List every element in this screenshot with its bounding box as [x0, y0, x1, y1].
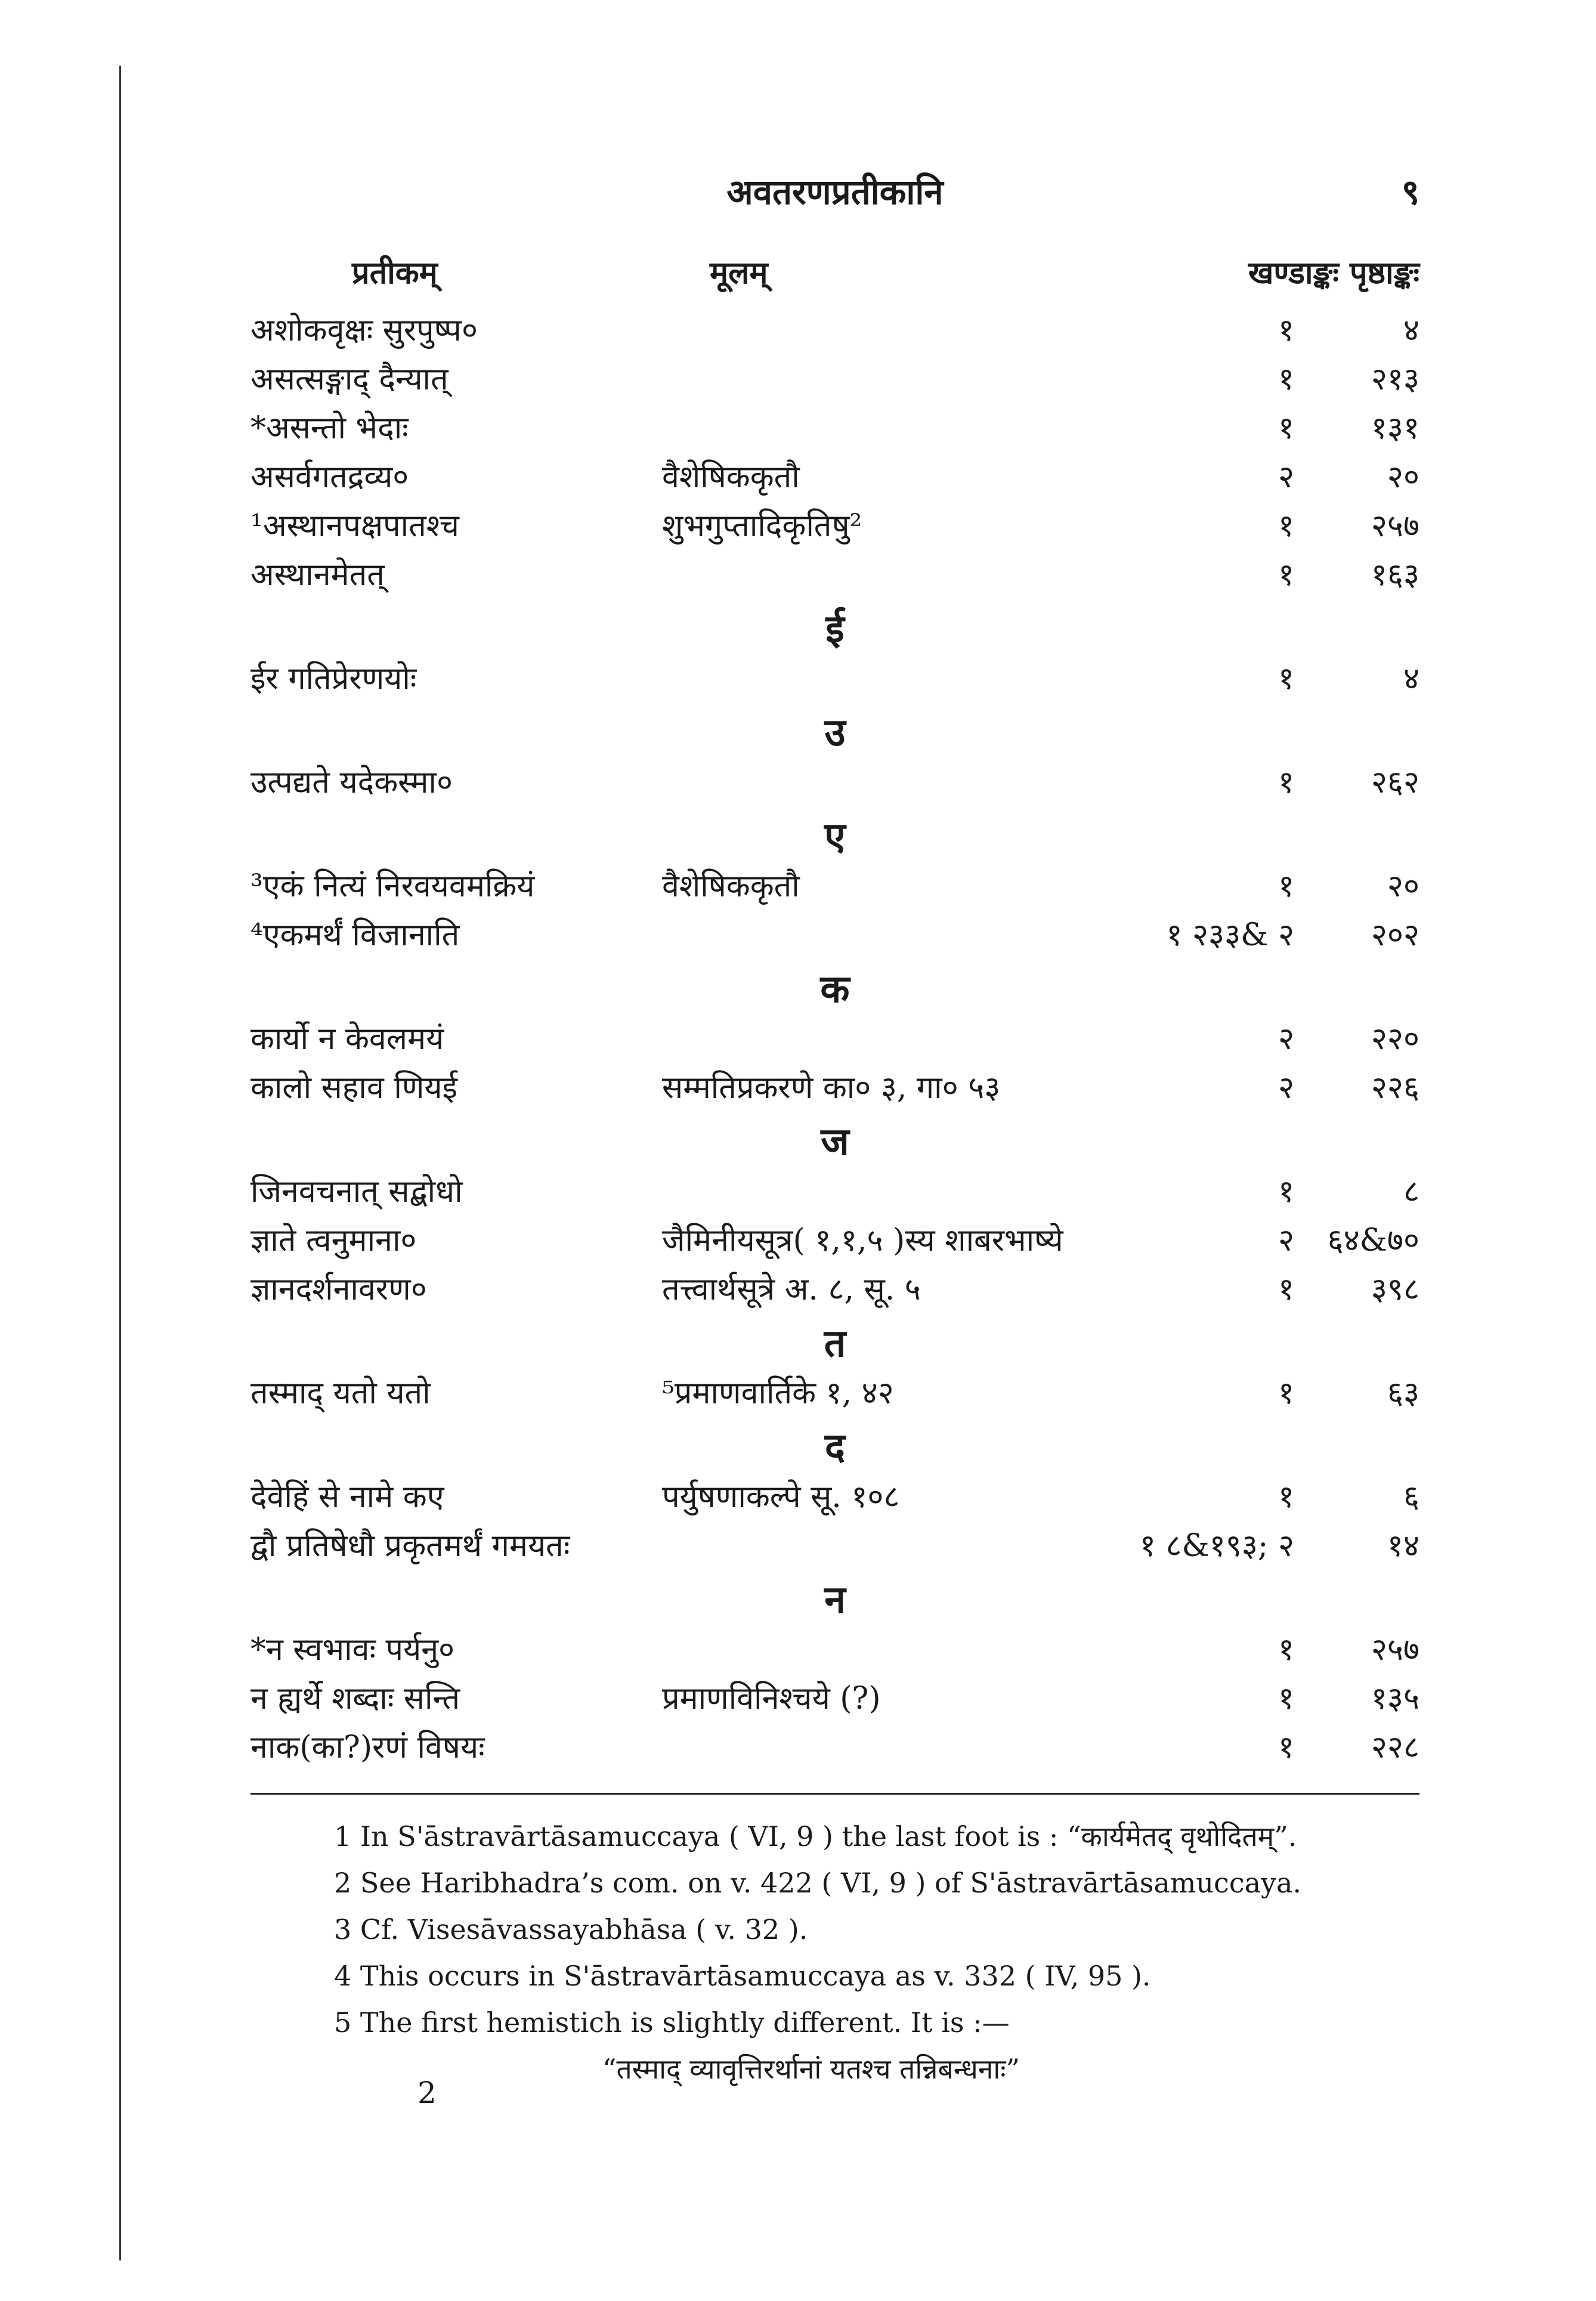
khanda-cell: १	[1278, 1632, 1294, 1668]
pratikam-cell: कार्यो न केवलमयं	[250, 1021, 444, 1057]
pratikam-cell: *असन्तो भेदाः	[250, 410, 409, 446]
mulam-cell: प्रमाणविनिश्चये (?)	[662, 1681, 881, 1717]
page-title: अवतरणप्रतीकानि	[726, 172, 944, 212]
pratikam-cell: असत्सङ्गाद् दैन्यात्	[250, 361, 449, 397]
letter-heading: ज	[821, 1119, 849, 1164]
table-row	[250, 859, 1419, 908]
page-cell: २१३	[1371, 361, 1419, 397]
citation-index-table	[250, 303, 1419, 1769]
pratikam-cell: ज्ञानदर्शनावरण०	[250, 1272, 427, 1307]
table-row	[250, 755, 1419, 804]
pratikam-cell: ¹अस्थानपक्षपातश्च	[250, 508, 459, 544]
column-headers	[250, 250, 1419, 292]
table-row	[250, 499, 1419, 548]
table-row	[250, 1262, 1419, 1311]
letter-heading: ई	[825, 607, 845, 651]
pratikam-cell: अस्थानमेतत्	[250, 557, 385, 593]
footnote-3: 3 Cf. Visesāvassayabhāsa ( v. 32 ).	[334, 1913, 808, 1946]
table-row	[250, 1012, 1419, 1060]
pratikam-cell: कालो सहाव णियई	[250, 1070, 458, 1106]
footnote-5: 5 The first hemistich is slightly different. It is :—	[334, 2006, 1010, 2039]
column-header-pratikam: प्रतीकम्	[352, 255, 438, 291]
mulam-cell: सम्मतिप्रकरणे का० ३, गा० ५३	[662, 1070, 1001, 1106]
page-cell: १६३	[1371, 557, 1419, 593]
khanda-cell: १	[1278, 313, 1294, 348]
pratikam-cell: *न स्वभावः पर्यनु०	[250, 1632, 455, 1668]
letter-heading: द	[825, 1425, 845, 1470]
letter-heading: उ	[824, 710, 846, 755]
mulam-cell: शुभगुप्तादिकृतिषु²	[662, 508, 862, 544]
table-row	[250, 908, 1419, 957]
mulam-cell: वैशेषिककृतौ	[662, 868, 800, 904]
letter-heading: त	[824, 1321, 846, 1366]
khanda-cell: १	[1278, 1174, 1294, 1210]
page-cell: १४	[1387, 1528, 1419, 1564]
page-cell: २०	[1387, 868, 1419, 904]
khanda-cell: १ २३३& २	[1166, 917, 1294, 953]
page-cell: ६४&७०	[1327, 1223, 1419, 1258]
letter-heading: क	[820, 967, 850, 1012]
khanda-cell: १ ८&१९३; २	[1139, 1528, 1294, 1564]
signature-mark: 2	[417, 2076, 437, 2110]
page-cell: २२०	[1371, 1021, 1419, 1057]
letter-heading: न	[824, 1578, 846, 1622]
footnote-2: 2 See Haribhadra’s com. on v. 422 ( VI, 9 ) of S'āstravārtāsamuccaya.	[334, 1867, 1302, 1899]
mulam-cell: जैमिनीयसूत्र( १,१,५ )स्य शाबरभाष्ये	[662, 1223, 1063, 1258]
table-row	[250, 1622, 1419, 1671]
pratikam-cell: तस्माद् यतो यतो	[250, 1375, 431, 1411]
page-cell: २०२	[1371, 917, 1419, 953]
pratikam-cell: अशोकवृक्षः सुरपुष्प०	[250, 313, 478, 348]
khanda-cell: १	[1278, 765, 1294, 800]
page-cell: ४	[1403, 313, 1419, 348]
page-cell: २५७	[1371, 1632, 1419, 1668]
footnote-rule	[250, 1793, 1419, 1795]
khanda-cell: १	[1278, 557, 1294, 593]
table-row	[250, 651, 1419, 700]
pratikam-cell: ⁴एकमर्थं विजानाति	[250, 917, 460, 953]
letter-heading: ए	[824, 814, 846, 859]
table-row	[250, 1060, 1419, 1109]
pratikam-cell: द्वौ प्रतिषेधौ प्रकृतमर्थं गमयतः	[250, 1528, 570, 1564]
table-row	[250, 1470, 1419, 1518]
column-header-khanda-prishtha: खण्डाङ्कः पृष्ठाङ्कः	[1248, 255, 1419, 291]
pratikam-cell: नाक(का?)रणं विषयः	[250, 1730, 485, 1765]
pratikam-cell: ईर गतिप्रेरणयोः	[250, 661, 417, 697]
page-cell: ४	[1403, 661, 1419, 697]
footnotes	[334, 1813, 1419, 2092]
page-cell: १३५	[1371, 1681, 1419, 1717]
mulam-cell: पर्युषणाकल्पे सू. १०८	[662, 1479, 900, 1515]
page-cell: २२८	[1371, 1730, 1419, 1765]
khanda-cell: १	[1278, 661, 1294, 697]
footnote-5-quote: “तस्माद् व्यावृत्तिरर्थानां यतश्च तन्निबन्धनाः”	[602, 2053, 1020, 2085]
pratikam-cell: देवेहिं से नामे कए	[250, 1479, 444, 1515]
khanda-cell: १	[1278, 1272, 1294, 1307]
table-row	[250, 1720, 1419, 1769]
table-row	[250, 450, 1419, 499]
footnote-1: 1 In S'āstravārtāsamuccaya ( VI, 9 ) the last foot is : “कार्यमेतद् वृथोदितम्”.	[334, 1820, 1297, 1852]
page-cell: २२६	[1371, 1070, 1419, 1106]
khanda-cell: २	[1278, 459, 1294, 495]
table-row	[250, 1518, 1419, 1567]
page-cell: २६२	[1371, 765, 1419, 800]
khanda-cell: १	[1278, 1479, 1294, 1515]
pratikam-cell: असर्वगतद्रव्य०	[250, 459, 409, 495]
column-header-mulam: मूलम्	[710, 255, 768, 291]
pratikam-cell: ³एकं नित्यं निरवयवमक्रियं	[250, 868, 535, 904]
table-row	[250, 548, 1419, 596]
pratikam-cell: ज्ञाते त्वनुमाना०	[250, 1223, 417, 1258]
khanda-cell: १	[1278, 361, 1294, 397]
page-cell: १३१	[1371, 410, 1419, 446]
page-cell: २५७	[1371, 508, 1419, 544]
khanda-cell: २	[1278, 1223, 1294, 1258]
khanda-cell: १	[1278, 410, 1294, 446]
page-cell: ६३	[1387, 1375, 1419, 1411]
table-row	[250, 1213, 1419, 1262]
mulam-cell: वैशेषिककृतौ	[662, 459, 800, 495]
table-row	[250, 1366, 1419, 1415]
table-row	[250, 303, 1419, 352]
khanda-cell: २	[1278, 1021, 1294, 1057]
table-row	[250, 1671, 1419, 1720]
page-cell: ६	[1403, 1479, 1419, 1515]
pratikam-cell: उत्पद्यते यदेकस्मा०	[250, 765, 453, 800]
binding-line	[119, 66, 121, 2260]
mulam-cell: ⁵प्रमाणवार्तिके १, ४२	[662, 1375, 894, 1411]
page-number: ९	[1401, 172, 1419, 212]
footnote-4: 4 This occurs in S'āstravārtāsamuccaya as v. 332 ( IV, 95 ).	[334, 1960, 1151, 1992]
khanda-cell: १	[1278, 508, 1294, 544]
khanda-cell: १	[1278, 1730, 1294, 1765]
table-row	[250, 352, 1419, 401]
page-cell: ८	[1403, 1174, 1419, 1210]
khanda-cell: १	[1278, 868, 1294, 904]
khanda-cell: १	[1278, 1375, 1294, 1411]
mulam-cell: तत्त्वार्थसूत्रे अ. ८, सू. ५	[662, 1272, 921, 1307]
khanda-cell: २	[1278, 1070, 1294, 1106]
page-cell: ३९८	[1371, 1272, 1419, 1307]
table-row	[250, 1164, 1419, 1213]
pratikam-cell: जिनवचनात् सद्बोधो	[250, 1174, 463, 1210]
page-header	[250, 161, 1419, 221]
pratikam-cell: न ह्यर्थे शब्दाः सन्ति	[250, 1681, 460, 1717]
table-row	[250, 401, 1419, 450]
khanda-cell: १	[1278, 1681, 1294, 1717]
page-cell: २०	[1387, 459, 1419, 495]
